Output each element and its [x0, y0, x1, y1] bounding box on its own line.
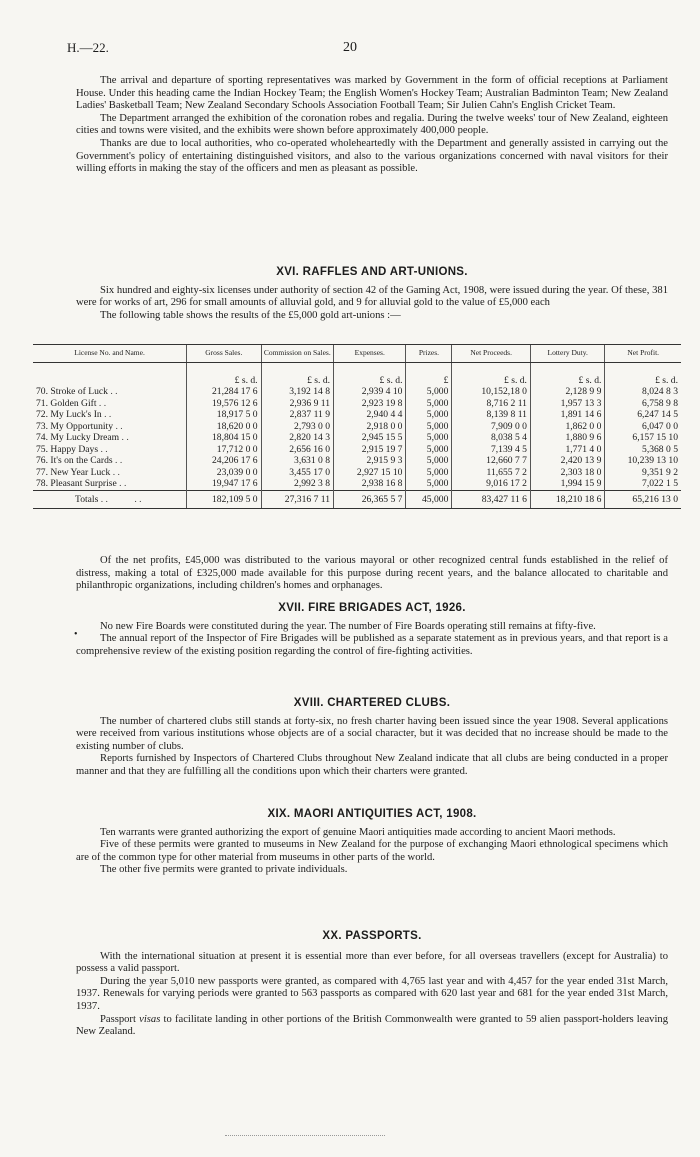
prizes-cell: 5,000 [406, 386, 452, 398]
net-profit-cell: 6,247 14 5 [605, 409, 681, 421]
lottery-name: 71. Golden Gift . . [36, 397, 107, 409]
column-header: Net Proceeds. [452, 345, 531, 363]
section-title: XX. PASSPORTS. [322, 930, 422, 942]
lottery-duty-cell: 2,303 18 0 [530, 467, 604, 479]
table-header-row [33, 345, 681, 363]
art-union-results-table [33, 344, 681, 509]
totals-label: Totals . . . . [33, 490, 187, 509]
lottery-name: 74. My Lucky Dream . . [36, 432, 129, 443]
expenses-cell: 2,923 19 8 [334, 398, 406, 410]
table-row [33, 432, 681, 444]
table-row [33, 478, 681, 490]
page-number: 20 [343, 40, 357, 55]
unit-label: £ [406, 362, 452, 386]
commission-cell: 2,793 0 0 [261, 421, 333, 433]
lottery-duty-cell: 2,128 9 9 [530, 386, 604, 398]
paragraph: Of the net profits, £45,000 was distributed to the various mayoral or other recognized central funds established in the relief of distress, making a total of £325,000 made available for this purpose during recent years, and the balance allocated to charitable and philanthropic organizations, including children's homes and orphanages. [76, 555, 668, 592]
paragraph: The annual report of the Inspector of Fire Brigades will be published as a separate statement as in previous years, and that report is a comprehensive review of the existing position regarding the control of fire-fighting activities. [76, 633, 668, 657]
paragraph: Six hundred and eighty-six licenses under authority of section 42 of the Gaming Act, 1908, were issued during the year. Of these, 381 were for works of art, 296 for small amounts of alluvial gold, and 9 for alluvial gold to the value of £5,000 each [76, 284, 668, 309]
commission-cell: 2,656 16 0 [261, 444, 333, 456]
paragraph: The number of chartered clubs still stands at forty-six, no fresh charter having been issued since the year 1908. Several applications were received from various institutions whose objects are of a social character, but it was decided that no increase should be made to the existing number of clubs. [76, 715, 668, 752]
lottery-name: 78. Pleasant Surprise . . [36, 478, 127, 489]
net-proceeds-cell: 9,016 17 2 [452, 478, 531, 490]
column-header: Net Profit. [605, 345, 681, 363]
column-header: Lottery Duty. [530, 345, 604, 363]
intro-section [76, 75, 668, 176]
table-row [33, 398, 681, 410]
unit-label: £ s. d. [605, 362, 681, 386]
passports-section [76, 930, 668, 1039]
expenses-cell: 2,938 16 8 [334, 478, 406, 490]
prizes-cell: 5,000 [406, 409, 452, 421]
gross-sales-cell: 18,917 5 0 [187, 409, 261, 421]
net-profit-cell: 5,368 0 5 [605, 444, 681, 456]
net-profit-cell: 6,758 9 8 [605, 398, 681, 410]
lottery-name: 73. My Opportunity . . [36, 420, 123, 432]
net-profit-cell: 7,022 1 5 [605, 478, 681, 490]
commission-total: 27,316 7 11 [261, 490, 333, 509]
gross-sales-cell: 19,947 17 6 [187, 478, 261, 490]
gross-sales-cell: 19,576 12 6 [187, 398, 261, 410]
table-row [33, 455, 681, 467]
chartered-clubs-section [76, 697, 668, 779]
column-header: Expenses. [334, 345, 406, 363]
paragraph: The other five permits were granted to private individuals. [100, 864, 348, 876]
lottery-duty-cell: 1,994 15 9 [530, 478, 604, 490]
commission-cell: 2,837 11 9 [261, 409, 333, 421]
prizes-cell: 5,000 [406, 421, 452, 433]
lottery-name: 75. Happy Days . . [36, 443, 108, 455]
net-proceeds-cell: 7,909 0 0 [452, 421, 531, 433]
prizes-cell: 5,000 [406, 455, 452, 467]
paragraph: Ten warrants were granted authorizing the export of genuine Maori antiquities made according to ancient Maori methods. [100, 826, 616, 838]
commission-cell: 2,936 9 11 [261, 398, 333, 410]
expenses-cell: 2,927 15 10 [334, 467, 406, 479]
expenses-cell: 2,918 0 0 [334, 421, 406, 433]
net-profit-cell: 8,024 8 3 [605, 386, 681, 398]
section-title: XVIII. CHARTERED CLUBS. [293, 697, 451, 709]
lottery-duty-cell: 1,891 14 6 [530, 409, 604, 421]
column-header: License No. and Name. [33, 345, 187, 363]
unit-label: £ s. d. [530, 362, 604, 386]
lottery-duty-cell: 1,957 13 3 [530, 398, 604, 410]
expenses-cell: 2,915 9 3 [334, 455, 406, 467]
unit-label: £ s. d. [187, 362, 261, 386]
net-profit-total: 65,216 13 0 [605, 490, 681, 509]
net-proceeds-cell: 8,038 5 4 [452, 432, 531, 444]
prizes-total: 45,000 [406, 490, 452, 509]
paragraph: Passport visas to facilitate landing in other portions of the British Commonwealth were granted to 59 alien passport-holders leaving New Zealand. [76, 1013, 668, 1038]
lottery-duty-cell: 1,862 0 0 [530, 421, 604, 433]
column-header: Commission on Sales. [261, 345, 333, 363]
paragraph: The following table shows the results of the £5,000 gold art-unions :— [100, 309, 401, 321]
net-proceeds-cell: 8,716 2 11 [452, 398, 531, 410]
commission-cell: 3,631 0 8 [261, 455, 333, 467]
prizes-cell: 5,000 [406, 398, 452, 410]
prizes-cell: 5,000 [406, 444, 452, 456]
section-title: XIX. MAORI ANTIQUITIES ACT, 1908. [267, 808, 477, 820]
lottery-duty-cell: 2,420 13 9 [530, 455, 604, 467]
net-proceeds-cell: 7,139 4 5 [452, 444, 531, 456]
section-title: XVI. RAFFLES AND ART-UNIONS. [276, 266, 468, 278]
gross-sales-cell: 17,712 0 0 [187, 444, 261, 456]
prizes-cell: 5,000 [406, 478, 452, 490]
net-proceeds-total: 83,427 11 6 [452, 490, 531, 509]
table-row [33, 467, 681, 479]
expenses-cell: 2,939 4 10 [334, 386, 406, 398]
table-row [33, 444, 681, 456]
paragraph: During the year 5,010 new passports were granted, as compared with 4,765 last year and with 4,457 for the year ended 31st March, 1937. Renewals for varying periods were granted to 563 passports as compared with 620 last year and 681 for the year ended 31st March, 1937. [76, 975, 668, 1012]
prizes-cell: 5,000 [406, 467, 452, 479]
net-profit-cell: 10,239 13 10 [605, 455, 681, 467]
paragraph: No new Fire Boards were constituted during the year. The number of Fire Boards operating still remains at fifty-five. [100, 620, 596, 632]
lottery-duty-cell: 1,771 4 0 [530, 444, 604, 456]
paragraph: With the international situation at present it is essential more than ever before, for all overseas travellers (except for Australia) to possess a valid passport. [76, 950, 668, 975]
table-row [33, 421, 681, 433]
expenses-cell: 2,940 4 4 [334, 409, 406, 421]
lottery-name: 76. It's on the Cards . . [36, 455, 123, 466]
raffles-section [76, 266, 668, 322]
gross-sales-cell: 23,039 0 0 [187, 467, 261, 479]
paragraph: Reports furnished by Inspectors of Chartered Clubs throughout New Zealand indicate that all clubs are being conducted in a proper manner and that they are fulfilling all the conditions upon which their charters were granted. [76, 753, 668, 777]
commission-cell: 2,992 3 8 [261, 478, 333, 490]
net-profit-cell: 9,351 9 2 [605, 467, 681, 479]
intro-paragraph: The Department arranged the exhibition of the coronation robes and regalia. During the twelve weeks' tour of New Zealand, eighteen cities and towns were visited, and the exhibits were shown before approximately 400,000 people. [76, 112, 668, 137]
gross-sales-total: 182,109 5 0 [187, 490, 261, 509]
gross-sales-cell: 18,804 15 0 [187, 432, 261, 444]
gross-sales-cell: 24,206 17 6 [187, 455, 261, 467]
lottery-name: 72. My Luck's In . . [36, 409, 112, 420]
lottery-duty-cell: 1,880 9 6 [530, 432, 604, 444]
net-proceeds-cell: 8,139 8 11 [452, 409, 531, 421]
totals-row [33, 490, 681, 509]
column-header: Gross Sales. [187, 345, 261, 363]
lottery-name: 70. Stroke of Luck . . [36, 386, 118, 397]
expenses-cell: 2,945 15 5 [334, 432, 406, 444]
net-proceeds-cell: 11,655 7 2 [452, 467, 531, 479]
print-mark: • [74, 629, 78, 640]
column-header: Prizes. [406, 345, 452, 363]
intro-paragraph: Thanks are due to local authorities, who co-operated wholeheartedly with the Department and generally assisted in carrying out the Government's policy of entertaining distinguished visitors, and also to the various organizations concerned with naval visitors for their willing efforts in making the stay of the officers and men as pleasant as possible. [76, 137, 668, 175]
unit-label: £ s. d. [334, 362, 406, 386]
section-title: XVII. FIRE BRIGADES ACT, 1926. [278, 602, 466, 614]
expenses-total: 26,365 5 7 [334, 490, 406, 509]
expenses-cell: 2,915 19 7 [334, 444, 406, 456]
commission-cell: 3,192 14 8 [261, 386, 333, 398]
intro-paragraph: The arrival and departure of sporting representatives was marked by Government in the form of official receptions at Parliament House. Under this heading came the Indian Hockey Team; the English Women's Hockey Team; Australian Badminton Team; New Zealand Ladies' Basketball Team; New Zealand Secondary Schools Association Football Team; Sir Julien Cahn's English Cricket Team. [76, 75, 668, 112]
paragraph: Five of these permits were granted to museums in New Zealand for the purpose of exchanging Maori ethnological specimens which are of the common type for other material from museums in other parts of the world. [76, 839, 668, 863]
gross-sales-cell: 18,620 0 0 [187, 421, 261, 433]
gross-sales-cell: 21,284 17 6 [187, 386, 261, 398]
net-proceeds-cell: 10,152,18 0 [452, 386, 531, 398]
unit-label: £ s. d. [452, 362, 531, 386]
document-code: H.—22. [67, 40, 109, 55]
table-row [33, 409, 681, 421]
net-profit-cell: 6,047 0 0 [605, 421, 681, 433]
lottery-name: 77. New Year Luck . . [36, 466, 120, 478]
unit-label: £ s. d. [261, 362, 333, 386]
raffles-distribution-paragraph [76, 555, 668, 593]
table-row [33, 386, 681, 398]
commission-cell: 3,455 17 0 [261, 467, 333, 479]
units-row [33, 362, 681, 386]
prizes-cell: 5,000 [406, 432, 452, 444]
maori-antiquities-section [76, 808, 668, 877]
fire-brigades-section [76, 602, 668, 658]
net-profit-cell: 6,157 15 10 [605, 432, 681, 444]
print-smudge [225, 1135, 385, 1140]
net-proceeds-cell: 12,660 7 7 [452, 455, 531, 467]
lottery-duty-total: 18,210 18 6 [530, 490, 604, 509]
commission-cell: 2,820 14 3 [261, 432, 333, 444]
